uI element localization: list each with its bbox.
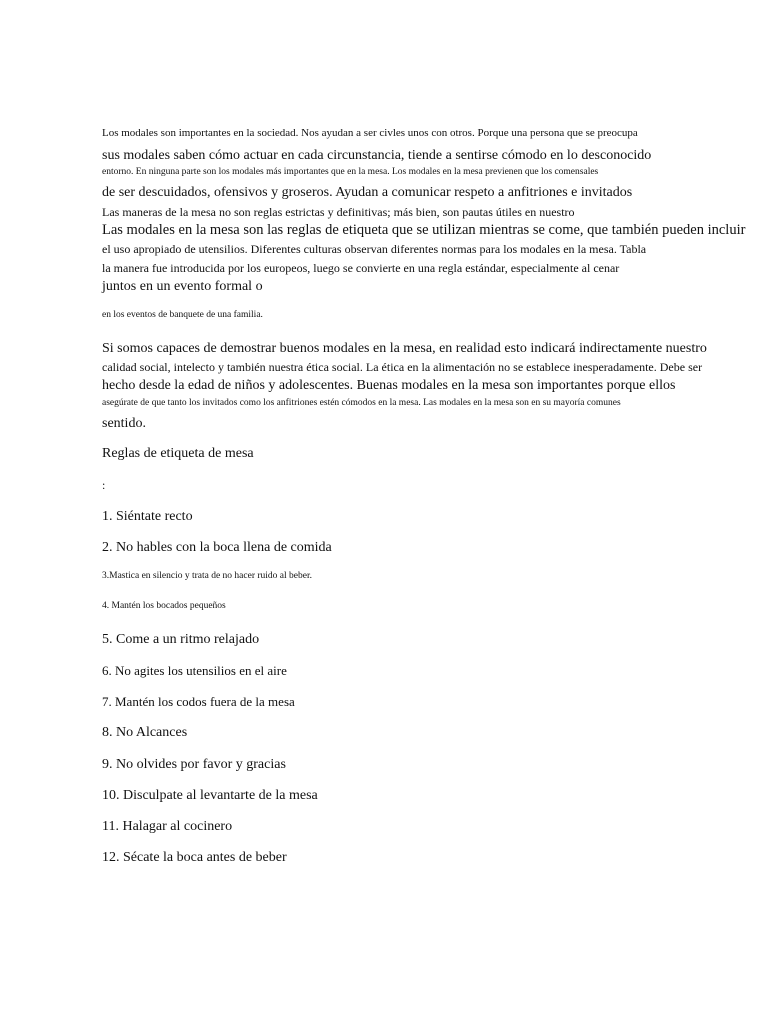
rule-item-6: 6. No agites los utensilios en el aire xyxy=(102,663,287,678)
rule-item-3: 3.Mastica en silencio y trata de no hacer ruido al beber. xyxy=(102,571,312,581)
rules-heading: Reglas de etiqueta de mesa xyxy=(102,446,254,461)
second-line-5: sentido. xyxy=(102,416,146,431)
intro-line-9: juntos en un evento formal o xyxy=(102,279,263,294)
intro-line-8: la manera fue introducida por los europeos, luego se convierte en una regla estándar, especialmente al cenar xyxy=(102,261,620,275)
rule-item-11: 11. Halagar al cocinero xyxy=(102,819,233,834)
intro-line-2: sus modales saben cómo actuar en cada circunstancia, tiende a sentirse cómodo en lo desconocido xyxy=(102,148,652,163)
rules-colon: : xyxy=(102,478,106,492)
intro-line-5: Las maneras de la mesa no son reglas estrictas y definitivas; más bien, son pautas útiles en nuestro xyxy=(102,205,575,219)
rule-item-5: 5. Come a un ritmo relajado xyxy=(102,632,260,647)
intro-line-6: Las modales en la mesa son las reglas de etiqueta que se utilizan mientras se come, que también pueden incluir xyxy=(102,222,746,238)
rule-item-12: 12. Sécate la boca antes de beber xyxy=(102,850,287,865)
rule-item-2: 2. No hables con la boca llena de comida xyxy=(102,540,332,555)
intro-line-3: entorno. En ninguna parte son los modales más importantes que en la mesa. Los modales en la mesa previenen que los comensales xyxy=(102,167,599,177)
second-line-2: calidad social, intelecto y también nuestra ética social. La ética en la alimentación no se establece inesperadamente. Debe ser xyxy=(102,360,703,374)
rule-item-7: 7. Mantén los codos fuera de la mesa xyxy=(102,694,295,709)
intro-line-1: Los modales son importantes en la sociedad. Nos ayudan a ser civles unos con otros. Porque una persona que se preocupa xyxy=(102,127,638,139)
rule-item-1: 1. Siéntate recto xyxy=(102,509,193,524)
intro-line-10: en los eventos de banquete de una familia. xyxy=(102,310,263,320)
second-line-1: Si somos capaces de demostrar buenos modales en la mesa, en realidad esto indicará indirectamente nuestro xyxy=(102,341,707,356)
rule-item-8: 8. No Alcances xyxy=(102,725,188,740)
intro-line-4: de ser descuidados, ofensivos y groseros. Ayudan a comunicar respeto a anfitriones e invitados xyxy=(102,185,633,200)
second-line-3: hecho desde la edad de niños y adolescentes. Buenas modales en la mesa son importantes porque ellos xyxy=(102,378,676,393)
rule-item-9: 9. No olvides por favor y gracias xyxy=(102,757,286,772)
rule-item-10: 10. Disculpate al levantarte de la mesa xyxy=(102,788,318,803)
second-line-4: asegúrate de que tanto los invitados como los anfitriones estén cómodos en la mesa. Las modales en la mesa son en su mayoría comunes xyxy=(102,398,621,408)
intro-line-7: el uso apropiado de utensilios. Diferentes culturas observan diferentes normas para los modales en la mesa. Tabla xyxy=(102,242,647,256)
rule-item-4: 4. Mantén los bocados pequeños xyxy=(102,601,226,611)
